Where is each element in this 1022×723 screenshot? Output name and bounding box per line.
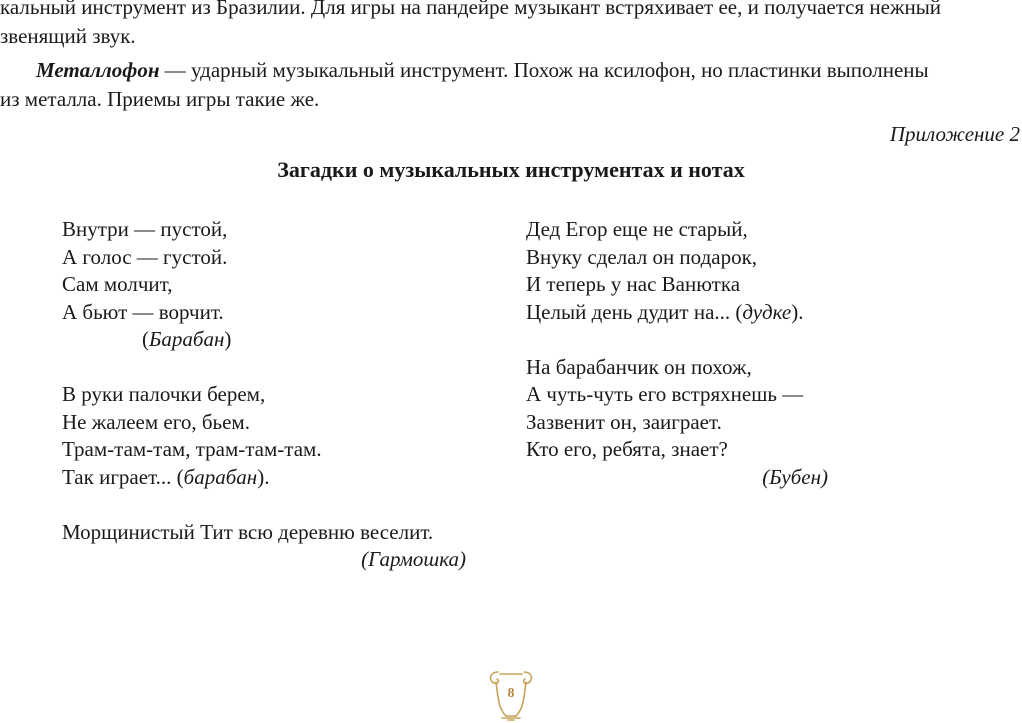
riddle-answer: (Барабан) bbox=[142, 327, 232, 351]
riddle-line-suffix: ). bbox=[257, 464, 270, 489]
riddle-line: В руки палочки берем, bbox=[62, 382, 266, 406]
riddle-line-suffix: ). bbox=[791, 299, 804, 324]
riddle-tambourine bbox=[526, 354, 828, 492]
riddle-line: И теперь у нас Ванютка bbox=[526, 272, 741, 296]
riddle-line: Кто его, ребята, знает? bbox=[526, 437, 728, 461]
riddle-line: Морщинистый Тит всю деревню веселит. bbox=[62, 519, 434, 544]
riddle-line: Дед Егор еще не старый, bbox=[526, 217, 748, 241]
answer-word: Барабан bbox=[149, 327, 225, 351]
riddle-drum-1 bbox=[62, 216, 482, 354]
riddle-line: А чуть-чуть его встряхнешь — bbox=[526, 382, 804, 406]
answer-word: дудке bbox=[742, 299, 792, 324]
riddles-left-column bbox=[62, 216, 482, 601]
riddle-line: Зазвенит он, заиграет. bbox=[526, 409, 722, 434]
metallophone-paragraph bbox=[0, 56, 1022, 114]
riddle-line-prefix: Так играет... ( bbox=[62, 464, 184, 489]
riddle-line: Внуку сделал он подарок, bbox=[526, 244, 758, 269]
riddles-right-column bbox=[526, 216, 846, 519]
intro-paragraph-1-line-1: кальный инструмент из Бразилии. Для игры на пандейре музыкант встряхивает ее, и получается нежный bbox=[0, 0, 942, 19]
riddle-line: А бьют — ворчит. bbox=[62, 299, 224, 324]
riddle-line: Сам молчит, bbox=[62, 272, 173, 296]
riddle-drum-2 bbox=[62, 381, 482, 491]
riddle-line: На барабанчик он похож, bbox=[526, 354, 752, 379]
riddle-answer: (Гармошка) bbox=[361, 547, 466, 571]
intro-paragraph-1-line-2: звенящий звук. bbox=[0, 24, 136, 48]
metallophone-definition-line-2: из металла. Приемы игры такие же. bbox=[0, 87, 320, 111]
riddle-answer: (Бубен) bbox=[762, 464, 828, 489]
riddle-line: А голос — густой. bbox=[62, 244, 228, 269]
riddle-line: Не жалеем его, бьем. bbox=[62, 409, 250, 434]
page-number: 8 bbox=[507, 686, 515, 701]
riddle-line-with-answer bbox=[526, 299, 846, 327]
riddle-accordion bbox=[62, 519, 466, 574]
riddle-line: Внутри — пустой, bbox=[62, 217, 228, 241]
intro-paragraph-1 bbox=[0, 0, 1022, 51]
answer-word: барабан bbox=[183, 464, 258, 489]
appendix-label: Приложение 2 bbox=[889, 122, 1020, 146]
riddle-line-prefix: Целый день дудит на... ( bbox=[526, 299, 743, 324]
riddle-line-with-answer bbox=[62, 464, 482, 492]
riddle-pipe bbox=[526, 216, 846, 326]
riddle-line: Трам-там-там, трам-там-там. bbox=[62, 437, 322, 461]
metallophone-term: Металлофон bbox=[36, 58, 160, 82]
metallophone-definition-line-1: — ударный музыкальный инструмент. Похож на ксилофон, но пластинки выполнены bbox=[159, 58, 929, 82]
page-heading: Загадки о музыкальных инструментах и нотах bbox=[277, 157, 745, 182]
